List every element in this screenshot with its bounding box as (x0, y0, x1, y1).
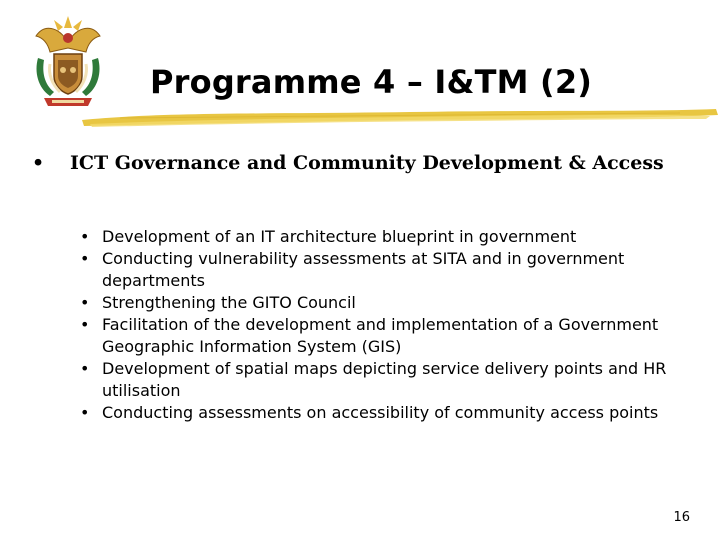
sub-bullet-item (80, 292, 690, 314)
bullet-dot-icon: • (32, 152, 45, 174)
sub-bullet-text: Conducting assessments on accessibility of community access points (102, 403, 659, 422)
sub-bullet-text: Conducting vulnerability assessments at SITA and in government departments (102, 249, 625, 290)
coat-of-arms-icon (30, 14, 106, 112)
sub-bullet-text: Development of spatial maps depicting service delivery points and HR utilisation (102, 359, 667, 400)
sub-bullet-text: Strengthening the GITO Council (102, 293, 356, 312)
bullet-dot-icon: • (80, 359, 90, 378)
sub-bullet-list (80, 226, 690, 424)
bullet-dot-icon: • (80, 227, 90, 246)
bullet-dot-icon: • (80, 315, 90, 334)
sub-bullet-item (80, 402, 690, 424)
slide-title: Programme 4 – I&TM (2) (150, 63, 593, 101)
page-number: 16 (673, 510, 690, 525)
main-bullet (32, 152, 692, 174)
sub-bullet-item (80, 314, 690, 358)
sub-bullet-text: Development of an IT architecture blueprint in government (102, 227, 577, 246)
bullet-dot-icon: • (80, 293, 90, 312)
sub-bullet-item (80, 248, 690, 292)
sub-bullet-text: Facilitation of the development and implementation of a Government Geographic Information System (GIS) (102, 315, 659, 356)
bullet-dot-icon: • (80, 249, 90, 268)
main-bullet-text: ICT Governance and Community Development & Access (70, 152, 664, 174)
bullet-dot-icon: • (80, 403, 90, 422)
title-underline-stroke (80, 106, 720, 132)
sub-bullet-item (80, 226, 690, 248)
sub-bullet-item (80, 358, 690, 402)
